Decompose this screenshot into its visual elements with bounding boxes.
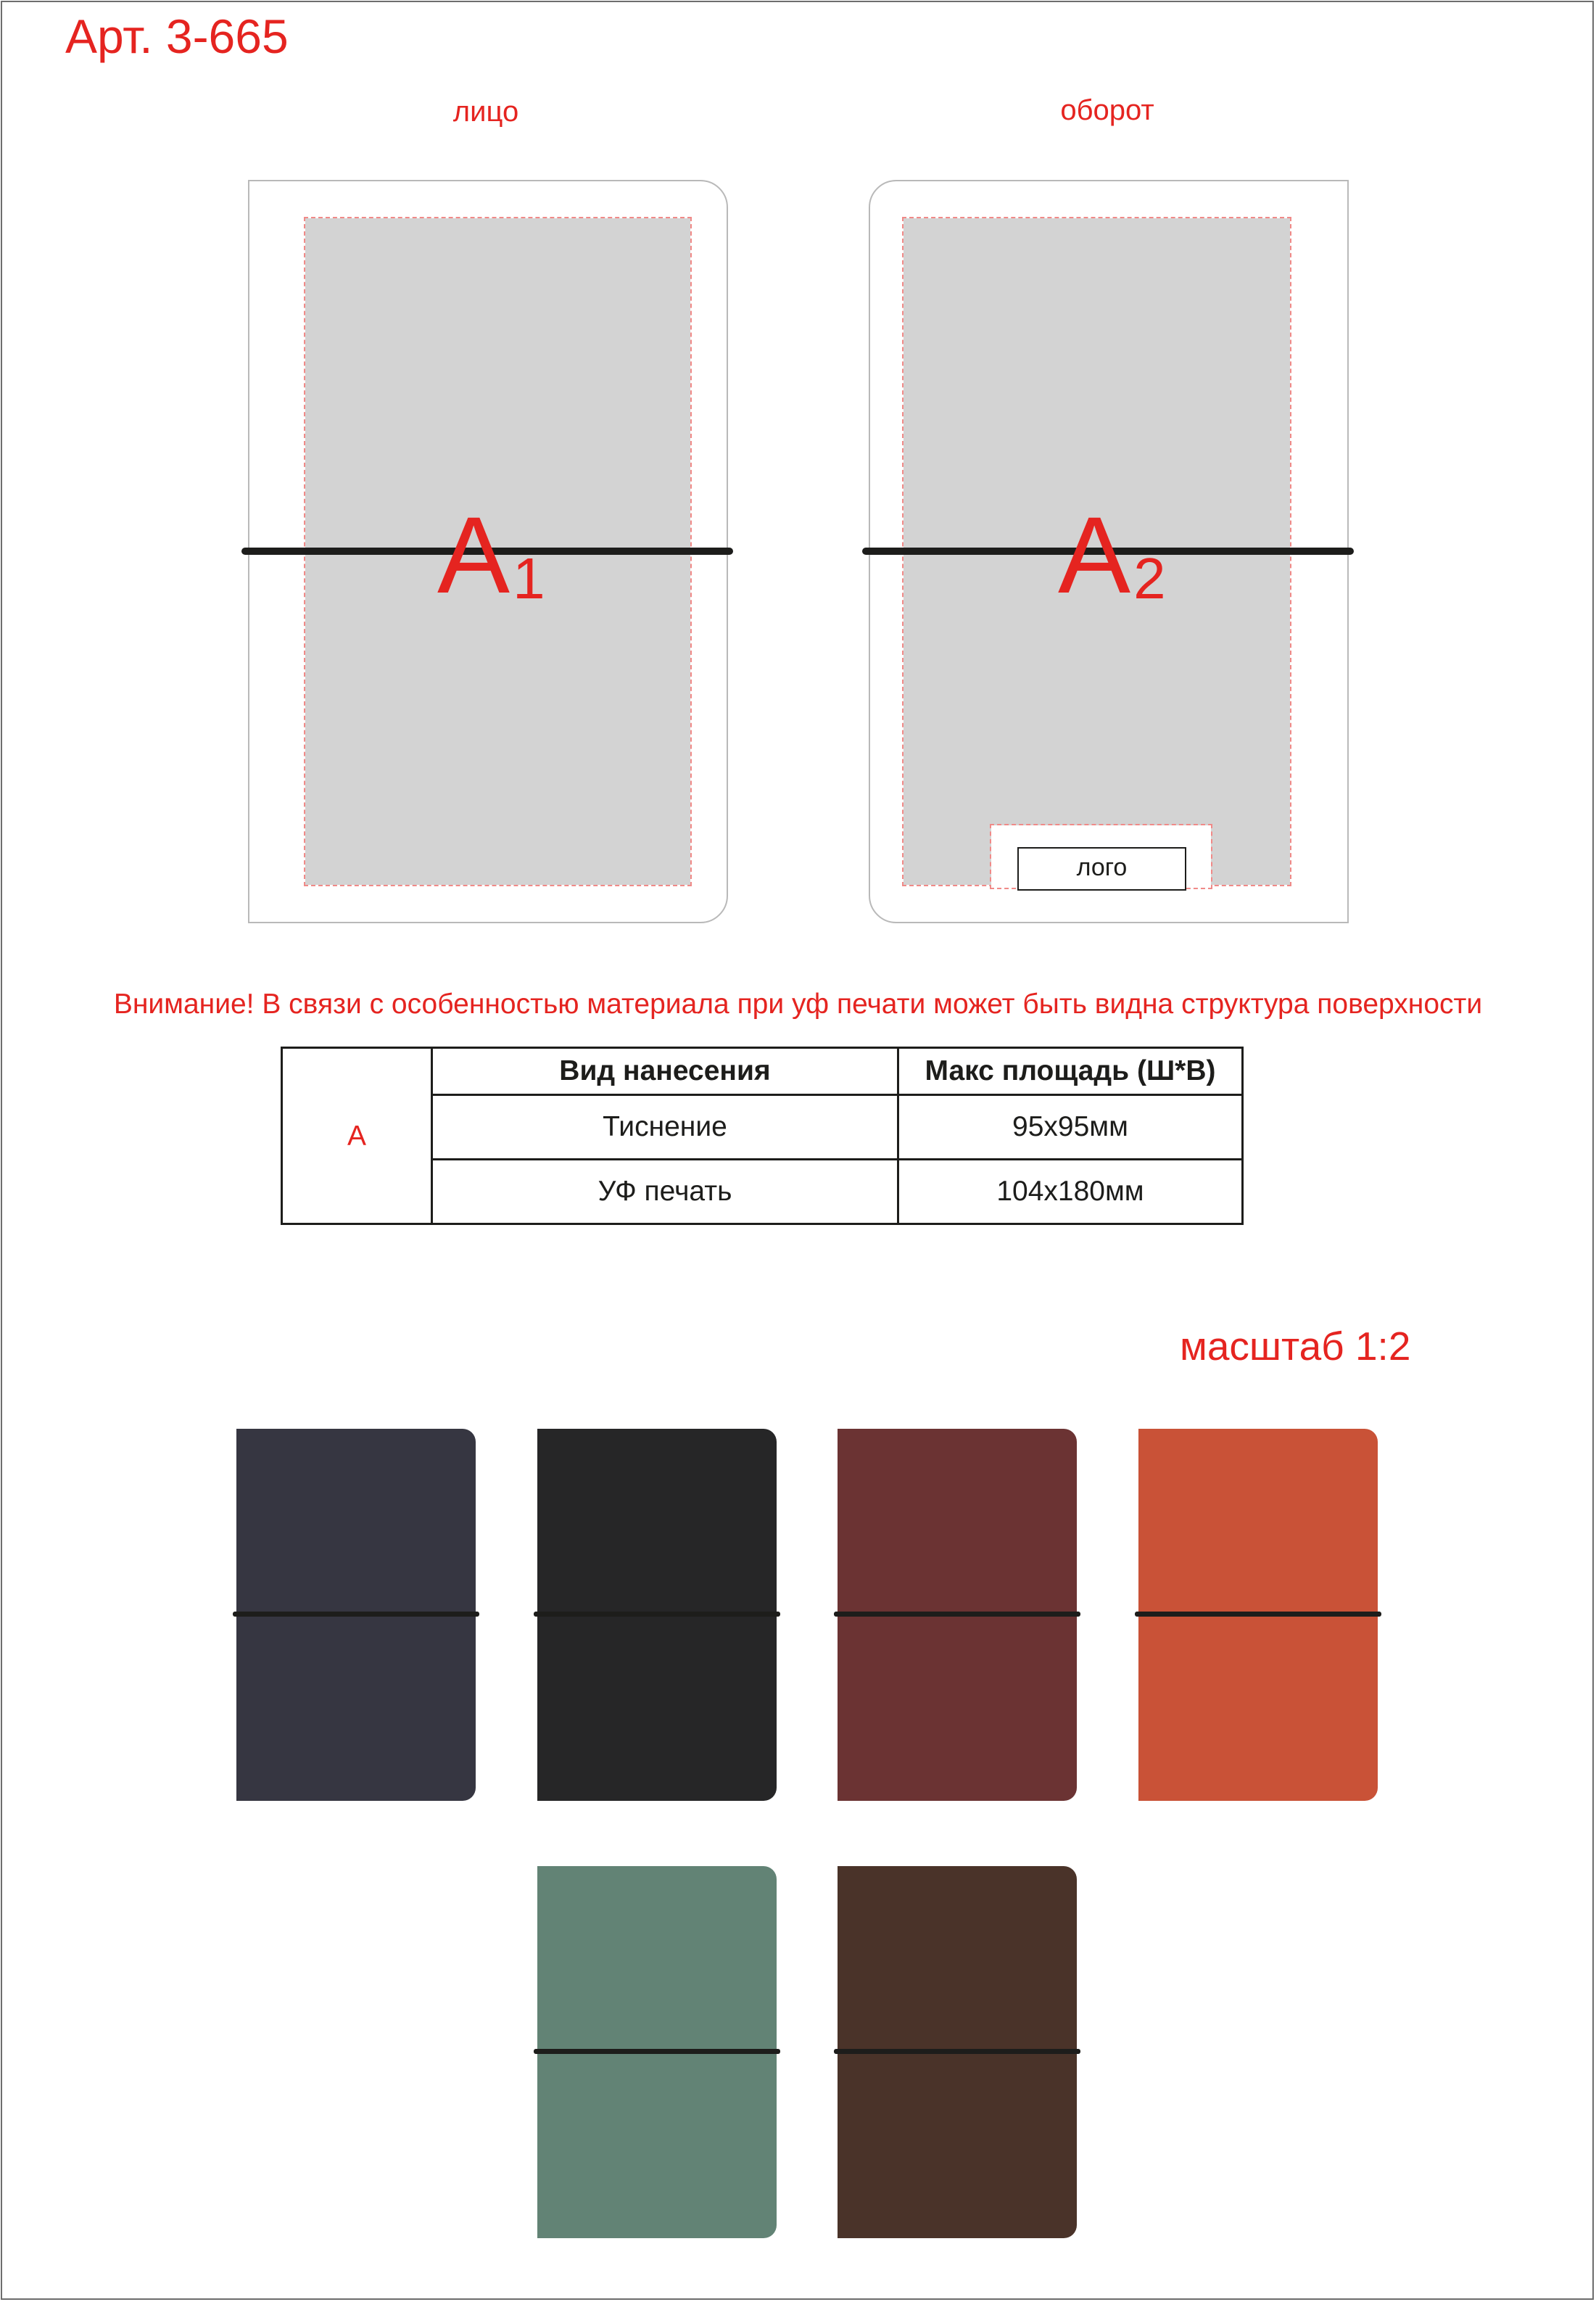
specs-table (281, 1047, 1244, 1225)
back-label: оборот (1060, 94, 1154, 126)
color-swatch-brown (838, 1866, 1077, 2238)
header-max-area: Макс площадь (Ш*В) (898, 1048, 1243, 1095)
front-label: лицо (452, 96, 519, 128)
color-swatch-black (537, 1429, 777, 1801)
method-cell: УФ печать (432, 1160, 898, 1224)
back-zone-label: $А_2$ (1058, 494, 1166, 616)
swatch-elastic-band (233, 1612, 479, 1617)
color-swatch-burgundy (838, 1429, 1077, 1801)
header-method: Вид нанесения (432, 1048, 898, 1095)
color-swatch-green (537, 1866, 777, 2238)
swatch-elastic-band (534, 2049, 780, 2054)
scale-label: масштаб 1:2 (1180, 1324, 1411, 1369)
specs-zone-letter: А (282, 1048, 432, 1224)
swatch-elastic-band (534, 1612, 780, 1617)
notice-text: Внимание! В связи с особенностью материала при уф печати может быть видна структура поверхности (113, 989, 1483, 1020)
color-swatch-navy (236, 1429, 476, 1801)
front-zone-label: $А_1$ (437, 494, 545, 616)
article-title: Арт. 3-665 (65, 9, 289, 63)
color-swatch-orange (1138, 1429, 1378, 1801)
logo-box: лого (1017, 847, 1186, 891)
method-cell: Тиснение (432, 1095, 898, 1160)
swatch-elastic-band (834, 1612, 1080, 1617)
area-cell: 95х95мм (898, 1095, 1243, 1160)
area-cell: 104х180мм (898, 1160, 1243, 1224)
swatch-elastic-band (834, 2049, 1080, 2054)
swatch-elastic-band (1135, 1612, 1381, 1617)
